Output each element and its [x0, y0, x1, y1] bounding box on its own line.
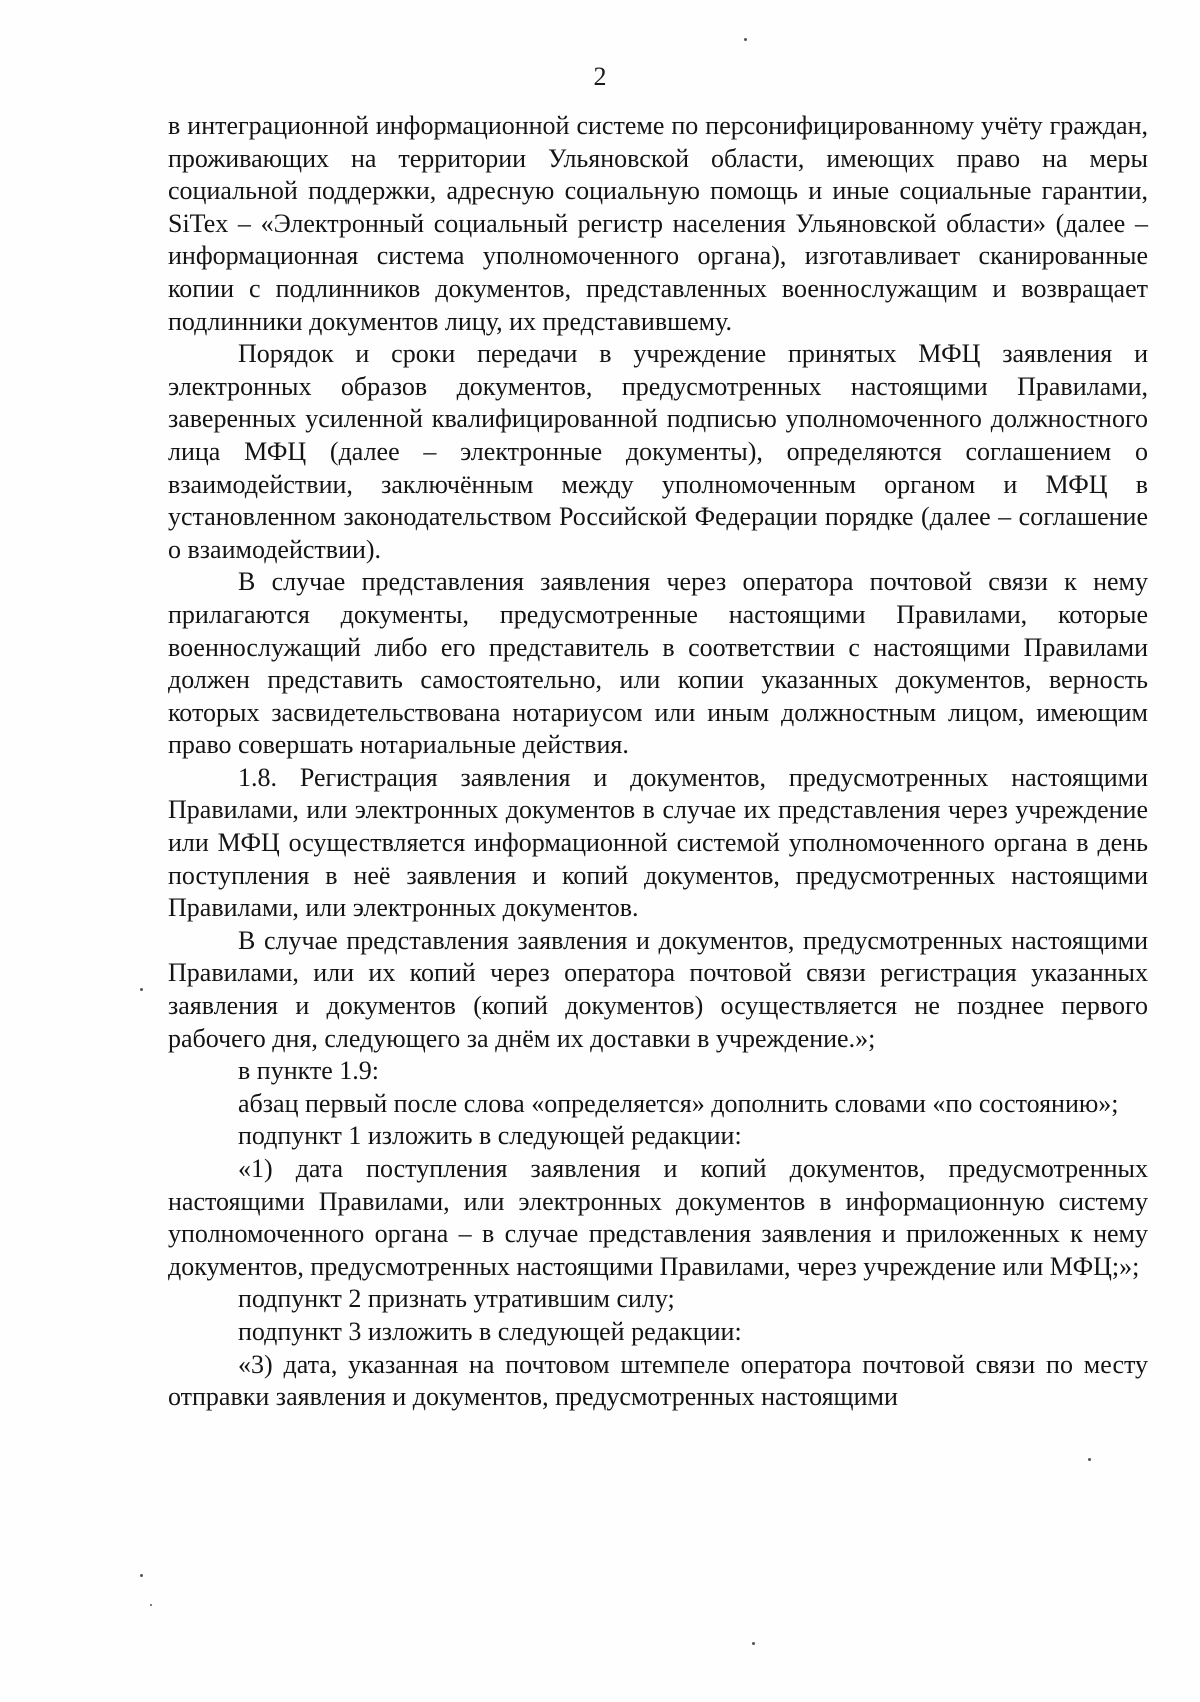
paragraph: абзац первый после слова «определяется» дополнить словами «по состоянию»;	[238, 1088, 1119, 1118]
paragraph: в пункте 1.9:	[238, 1056, 380, 1086]
scan-speck	[1088, 1458, 1091, 1461]
paragraph: подпункт 2 признать утратившим силу;	[238, 1284, 675, 1314]
scan-speck	[140, 1574, 143, 1577]
paragraph: подпункт 1 изложить в следующей редакции:	[238, 1121, 742, 1151]
paragraph: Порядок и сроки передачи в учреждение принятых МФЦ заявления и электронных образов документов, предусмотренных настоящими Правилами, заверенных усиленной квалифицированной подписью уполномоченного должностного лица МФЦ (далее – электронные документы), определяются соглашением о взаимодействии, заключённым между уполномоченным органом и МФЦ в установленном законодательством Российской Федерации порядке (далее – соглашение о взаимодействии).	[168, 339, 1148, 564]
scan-speck	[744, 38, 747, 41]
document-body	[168, 110, 1148, 1414]
scan-speck	[140, 988, 143, 991]
scan-speck	[150, 1604, 152, 1606]
page-number: 2	[593, 62, 607, 91]
paragraph: «3) дата, указанная на почтовом штемпеле оператора почтовой связи по месту отправки заявления и документов, предусмотренных настоящими	[168, 1349, 1148, 1412]
paragraph: 1.8. Регистрация заявления и документов, предусмотренных настоящими Правилами, или электронных документов в случае их представления через учреждение или МФЦ осуществляется информационной системой уполномоченного органа в день поступления в неё заявления и копий документов, предусмотренных настоящими Правилами, или электронных документов.	[168, 762, 1148, 923]
paragraph: «1) дата поступления заявления и копий документов, предусмотренных настоящими Правилами, или электронных документов в информационную систему уполномоченного органа – в случае представления заявления и приложенных к нему документов, предусмотренных настоящими Правилами, через учреждение или МФЦ;»;	[168, 1154, 1148, 1281]
paragraph: подпункт 3 изложить в следующей редакции:	[238, 1316, 742, 1346]
scan-speck	[752, 1642, 755, 1645]
paragraph: В случае представления заявления через оператора почтовой связи к нему прилагаются документы, предусмотренные настоящими Правилами, которые военнослужащий либо его представитель в соответствии с настоящими Правилами должен представить самостоятельно, или копии указанных документов, верность которых засвидетельствована нотариусом или иным должностным лицом, имеющим право совершать нотариальные действия.	[168, 567, 1148, 760]
paragraph: в интеграционной информационной системе по персонифицированному учёту граждан, проживающих на территории Ульяновской области, имеющих право на меры социальной поддержки, адресную социальную помощь и иные социальные гарантии, SiTex – «Электронный социальный регистр населения Ульяновской области» (далее – информационная система уполномоченного органа), изготавливает сканированные копии с подлинников документов, представленных военнослужащим и возвращает подлинники документов лицу, их представившему.	[168, 111, 1148, 336]
paragraph: В случае представления заявления и документов, предусмотренных настоящими Правилами, или их копий через оператора почтовой связи регистрация указанных заявления и документов (копий документов) осуществляется не позднее первого рабочего дня, следующего за днём их доставки в учреждение.»;	[168, 925, 1148, 1053]
